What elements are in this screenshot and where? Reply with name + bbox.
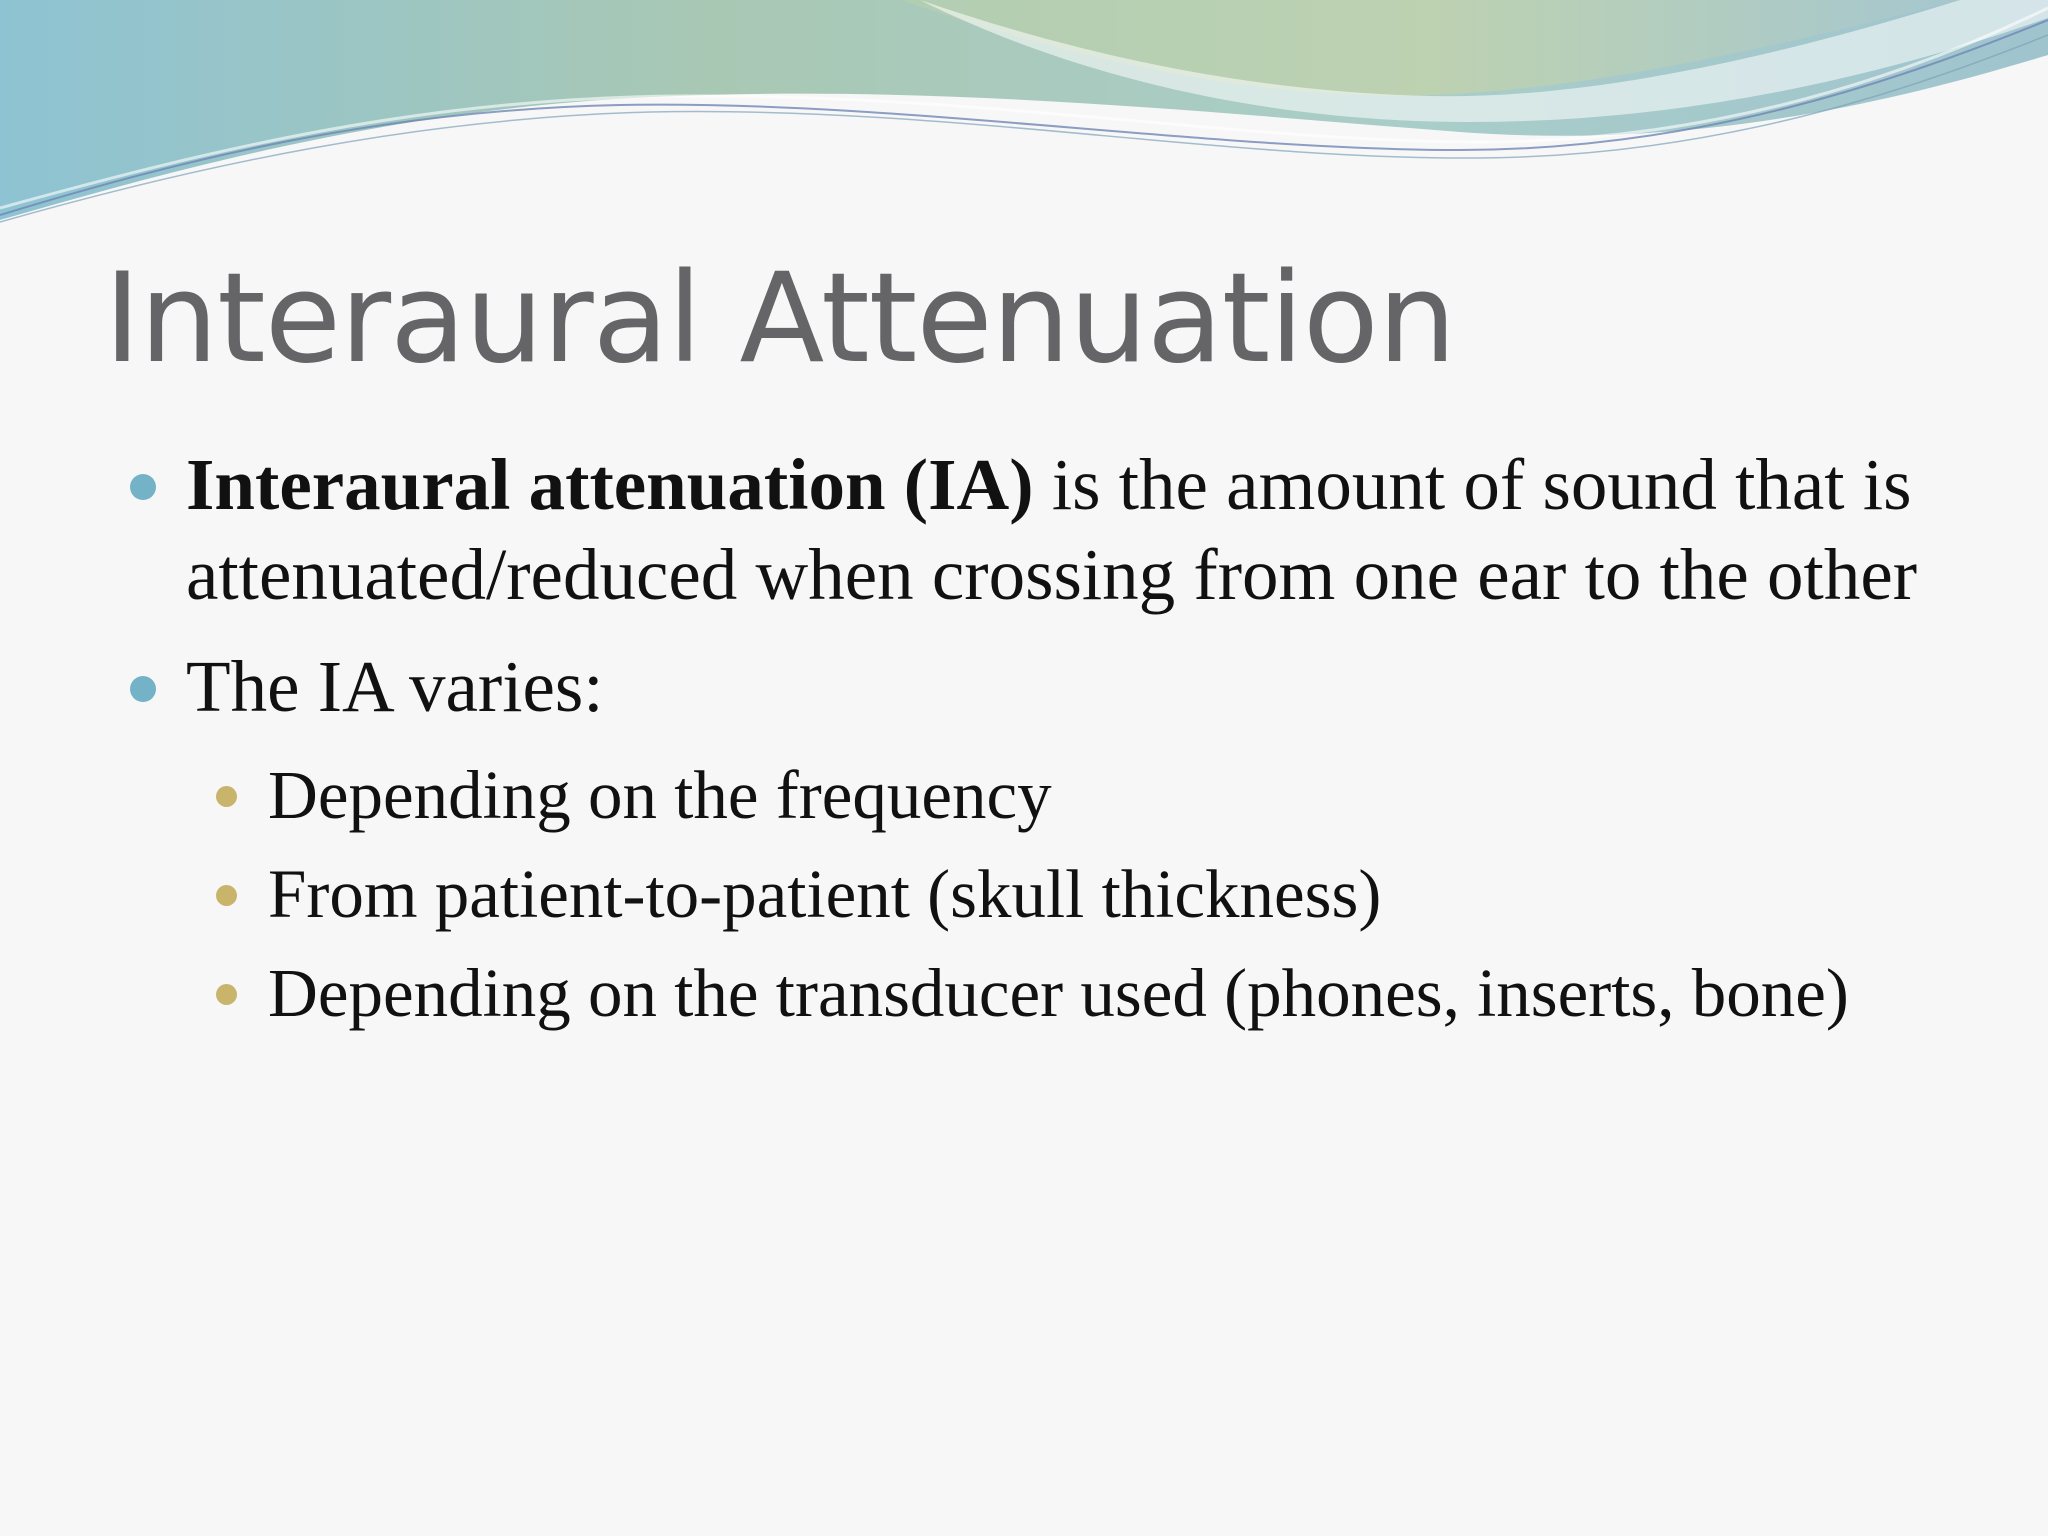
bullet-dot-icon	[130, 676, 156, 702]
sub-bullet-dot-icon	[216, 984, 237, 1005]
decorative-wave-header	[0, 0, 2048, 240]
bullet-dot-icon	[130, 474, 156, 500]
bullet-ia-definition	[186, 440, 1946, 620]
sub-bullet-dot-icon	[216, 786, 237, 807]
slide-title: Interaural Attenuation	[104, 247, 1456, 391]
sub-bullet-dot-icon	[216, 885, 237, 906]
sub-bullet-transducer	[268, 952, 1908, 1034]
bullet-text: is the amount of sound that is attenuated/reduced when crossing from one ear to the other	[186, 444, 1918, 615]
bullet-text: The IA varies:	[186, 646, 604, 727]
sub-bullet-text: From patient-to-patient (skull thickness)	[268, 856, 1382, 932]
sub-bullet-patient	[268, 853, 1908, 935]
sub-bullet-frequency	[268, 754, 1908, 836]
sub-bullet-text: Depending on the transducer used (phones, inserts, bone)	[268, 955, 1849, 1031]
bullet-bold-term: Interaural attenuation (IA)	[186, 444, 1034, 525]
bullet-list	[0, 440, 2048, 1051]
bullet-ia-varies	[186, 642, 1946, 732]
sub-bullet-text: Depending on the frequency	[268, 757, 1052, 833]
